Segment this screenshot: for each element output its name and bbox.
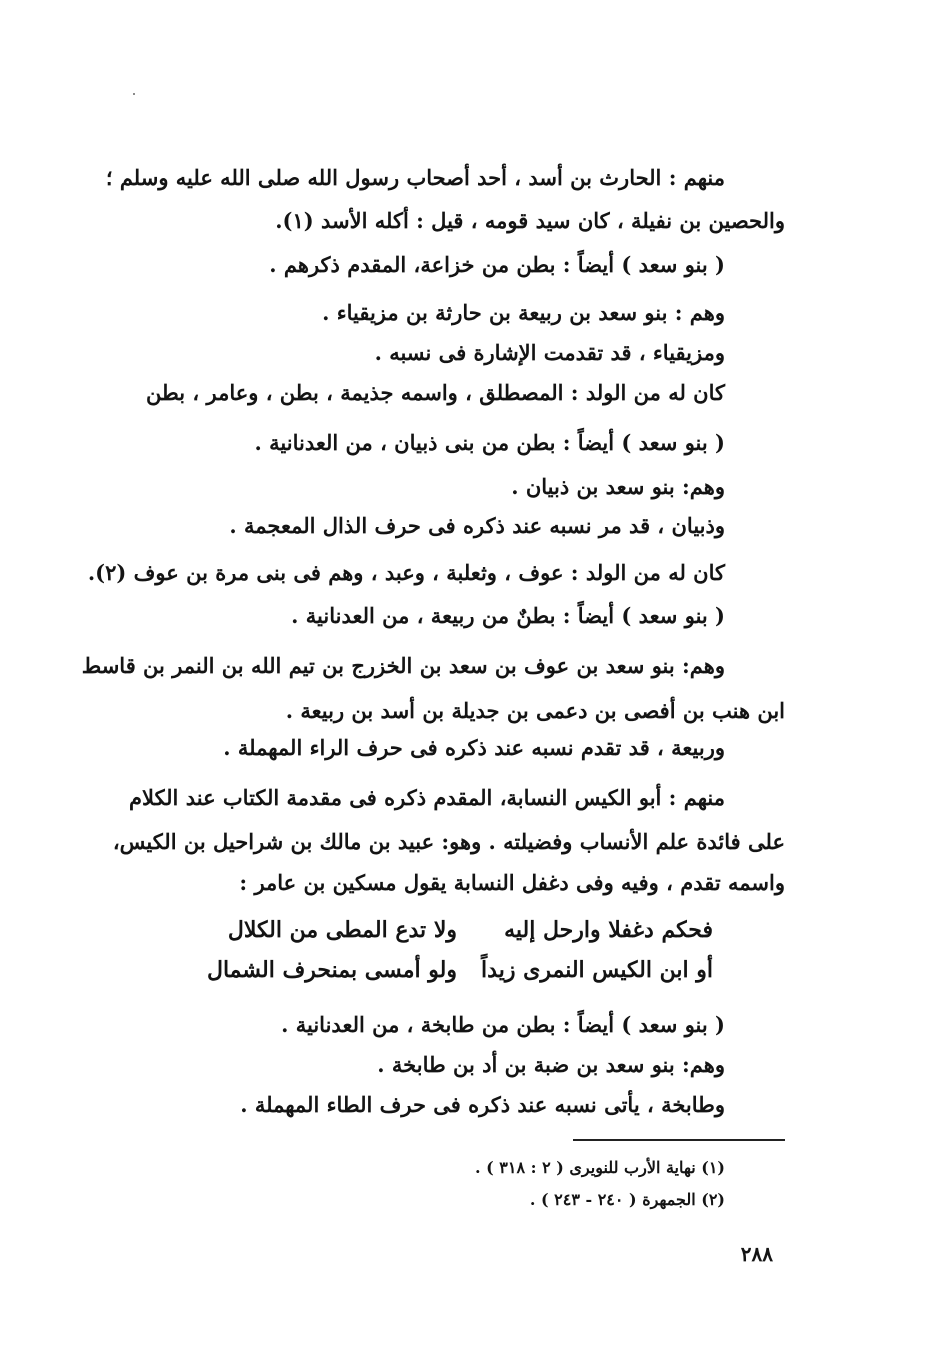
poem-verse-2-second-hemistich: ولو أمسى بمنحرف الشمال	[206, 957, 457, 983]
text-line-3: ( بنو سعد ) أيضاً : بطن من خزاعة، المقدم ذكرهم .	[269, 252, 725, 277]
text-line-10: كان له من الولد : عوف ، وثعلبة ، وعبد ، وهم فى بنى مرة بن عوف (٢).	[87, 560, 725, 585]
text-line-8: وهم: بنو سعد بن ذبيان .	[511, 474, 725, 499]
text-line-15: منهم : أبو الكيس النسابة، المقدم ذكره فى مقدمة الكتاب عند الكلام	[129, 785, 725, 810]
text-line-4: وهم : بنو سعد بن ربيعة بن حارثة بن مزيقياء .	[322, 300, 725, 325]
poem-verse-1-second-hemistich: ولا تدع المطى من الكلال	[227, 917, 457, 943]
text-line-9: وذبيان ، قد مر نسبه عند ذكره فى حرف الذال المعجمة .	[229, 513, 725, 538]
footnote-1: (١) نهاية الأرب للنويرى ( ٢ : ٣١٨ ) .	[474, 1158, 725, 1177]
text-line-19: وهم: بنو سعد بن ضبة بن أد بن طابخة .	[377, 1052, 725, 1077]
footnote-2: (٢) الجمهرة ( ٢٤٠ - ٢٤٣ ) .	[529, 1190, 725, 1209]
text-line-6: كان له من الولد : المصطلق ، واسمه جذيمة ، بطن ، وعامر ، بطن	[146, 380, 725, 405]
text-line-17: واسمه تقدم ، وفيه وفى دغفل النسابة يقول مسكين بن عامر :	[239, 870, 785, 895]
text-line-16: على فائدة علم الأنساب وفضيلته . وهو: عبيد بن مالك بن شراحيل بن الكيس،	[112, 829, 785, 854]
poem-verse-2-first-hemistich: أو ابن الكيس النمرى زيداً	[481, 957, 713, 983]
page-number: ٢٨٨	[740, 1242, 773, 1266]
text-line-18: ( بنو سعد ) أيضاً : بطن من طابخة ، من العدنانية .	[281, 1012, 725, 1037]
text-line-13: ابن هنب بن أفصى بن دعمى بن جديلة بن أسد بن ربيعة .	[285, 698, 785, 723]
text-line-20: وطابخة ، يأتى نسبه عند ذكره فى حرف الطاء المهملة .	[240, 1092, 725, 1117]
text-line-1: منهم : الحارث بن أسد ، أحد أصحاب رسول الله صلى الله عليه وسلم ؛	[105, 165, 725, 190]
text-line-12: وهم: بنو سعد بن عوف بن سعد بن الخزرج بن تيم الله بن النمر بن قاسط	[81, 653, 725, 678]
footnote-separator	[573, 1139, 785, 1141]
text-line-2: والحصين بن نفيلة ، كان سيد قومه ، قيل : أكله الأسد (١).	[275, 208, 785, 233]
scan-speck	[133, 93, 135, 95]
poem-verse-1-first-hemistich: فحكم دغفلا وارحل إليه	[504, 917, 713, 943]
text-line-5: ومزيقياء ، قد تقدمت الإشارة فى نسبه .	[374, 340, 725, 365]
text-line-7: ( بنو سعد ) أيضاً : بطن من بنى ذبيان ، من العدنانية .	[254, 430, 725, 455]
text-line-11: ( بنو سعد ) أيضاً : بطنٌ من ربيعة ، من العدنانية .	[291, 603, 725, 628]
text-line-14: وربيعة ، قد تقدم نسبه عند ذكره فى حرف الراء المهملة .	[223, 735, 725, 760]
